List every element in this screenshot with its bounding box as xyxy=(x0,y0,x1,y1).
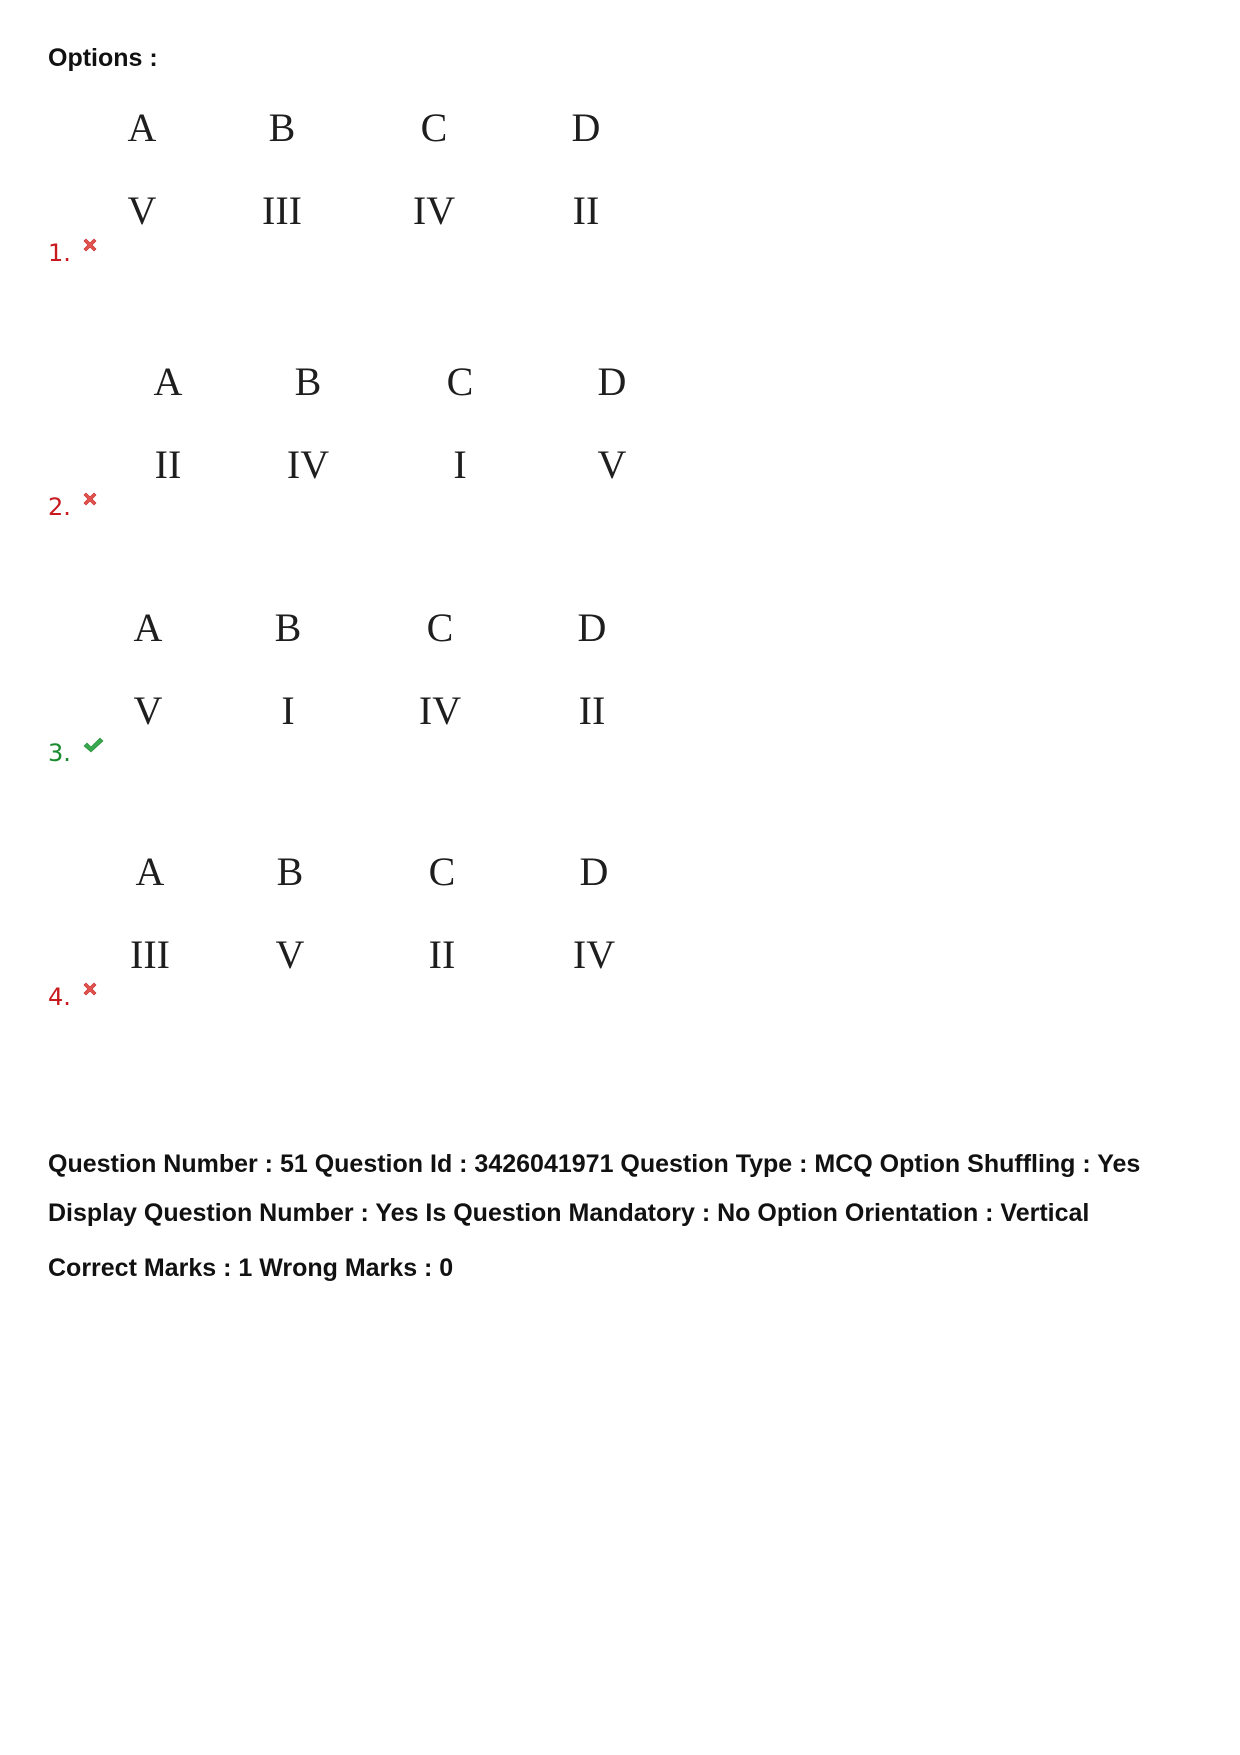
option-number: 4. xyxy=(48,983,71,1011)
option-number: 1. xyxy=(48,239,71,267)
match-grid xyxy=(128,352,648,512)
grid-value-cell: II xyxy=(428,932,456,977)
option-2[interactable] xyxy=(0,352,1240,552)
grid-value-cell: II xyxy=(154,442,182,487)
grid-header-cell: C xyxy=(446,359,474,404)
option-1[interactable] xyxy=(0,98,1240,298)
option-marker xyxy=(48,738,105,768)
grid-value-cell: IV xyxy=(412,188,456,233)
question-meta-line-2: Display Question Number : Yes Is Question Mandatory : No Option Orientation : Vertical xyxy=(48,1199,1090,1227)
grid-value-cell: I xyxy=(281,688,295,733)
cross-icon xyxy=(81,236,99,254)
grid-header-cell: C xyxy=(426,605,454,650)
grid-header-cell: A xyxy=(133,605,163,650)
grid-header-cell: D xyxy=(597,359,627,404)
grid-value-cell: III xyxy=(262,188,302,233)
grid-value-cell: I xyxy=(453,442,467,487)
grid-header-cell: B xyxy=(276,849,304,894)
option-4[interactable] xyxy=(0,842,1240,1042)
grid-value-cell: IV xyxy=(418,688,462,733)
option-marker xyxy=(48,982,99,1012)
grid-header-cell: A xyxy=(153,359,183,404)
grid-header-cell: C xyxy=(420,105,448,150)
grid-header-cell: A xyxy=(127,105,157,150)
grid-header-cell: C xyxy=(428,849,456,894)
grid-value-cell: V xyxy=(597,442,627,487)
match-grid xyxy=(108,598,628,758)
grid-header-cell: B xyxy=(274,605,302,650)
option-number: 3. xyxy=(48,739,71,767)
grid-header-cell: D xyxy=(571,105,601,150)
grid-value-cell: IV xyxy=(286,442,330,487)
grid-header-cell: B xyxy=(294,359,322,404)
option-marker xyxy=(48,492,99,522)
grid-value-cell: II xyxy=(578,688,606,733)
option-3[interactable] xyxy=(0,598,1240,798)
cross-icon xyxy=(81,490,99,508)
grid-value-cell: II xyxy=(572,188,600,233)
grid-value-cell: III xyxy=(130,932,170,977)
grid-value-cell: V xyxy=(127,188,157,233)
options-heading: Options : xyxy=(48,44,158,72)
match-grid xyxy=(110,842,630,1002)
grid-header-cell: B xyxy=(268,105,296,150)
grid-header-cell: D xyxy=(579,849,609,894)
match-grid xyxy=(102,98,622,258)
grid-value-cell: V xyxy=(133,688,163,733)
grid-header-cell: A xyxy=(135,849,165,894)
cross-icon xyxy=(81,980,99,998)
check-icon xyxy=(81,736,105,754)
grid-header-cell: D xyxy=(577,605,607,650)
option-number: 2. xyxy=(48,493,71,521)
option-marker xyxy=(48,238,99,268)
grid-value-cell: V xyxy=(275,932,305,977)
grid-value-cell: IV xyxy=(572,932,616,977)
question-meta-line-1: Question Number : 51 Question Id : 3426041971 Question Type : MCQ Option Shuffling : Yes xyxy=(48,1150,1141,1178)
question-meta-line-3: Correct Marks : 1 Wrong Marks : 0 xyxy=(48,1254,454,1282)
